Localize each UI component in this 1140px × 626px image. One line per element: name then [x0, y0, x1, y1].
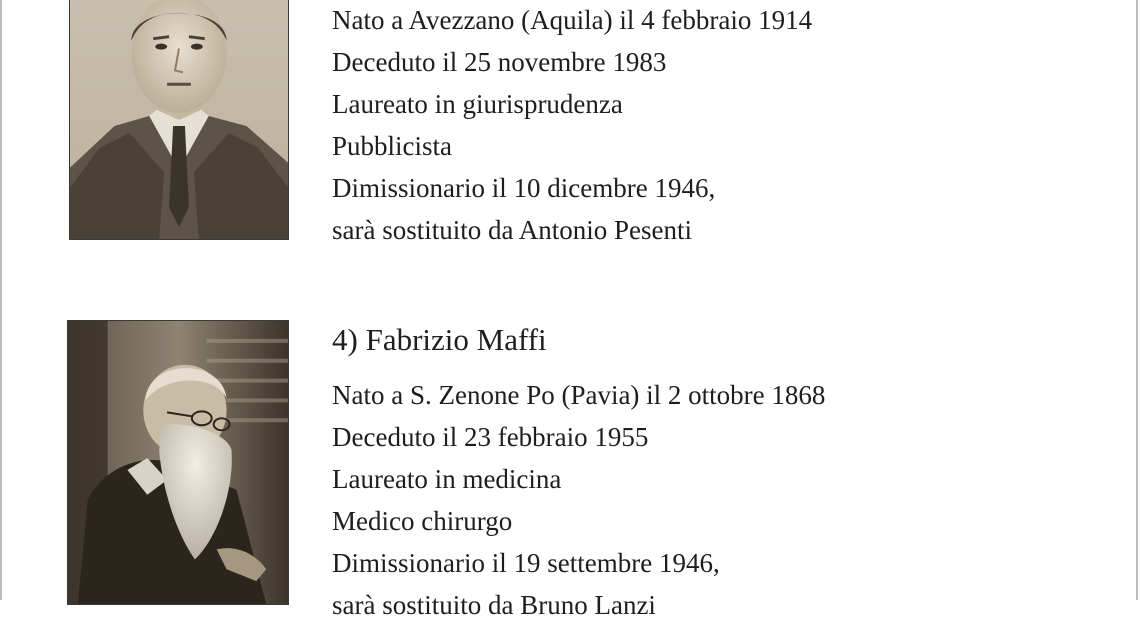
person-name-heading: 4) Fabrizio Maffi — [332, 322, 547, 357]
bio-line-replacement: sarà sostituito da Bruno Lanzi — [332, 590, 656, 620]
bio-block-2 — [332, 374, 825, 626]
bio-line-degree: Laureato in medicina — [332, 464, 562, 494]
page-border-left — [0, 0, 2, 600]
portrait-photo-2 — [67, 320, 289, 605]
bio-line-degree: Laureato in giurisprudenza — [332, 89, 623, 119]
bio-line-resignation: Dimissionario il 19 settembre 1946, — [332, 548, 720, 578]
bio-line-death: Deceduto il 25 novembre 1983 — [332, 47, 667, 77]
bio-line-death: Deceduto il 23 febbraio 1955 — [332, 422, 649, 452]
bio-line-birth: Nato a S. Zenone Po (Pavia) il 2 ottobre 1868 — [332, 380, 826, 410]
bio-line-profession: Medico chirurgo — [332, 506, 513, 536]
bio-block-1 — [332, 0, 812, 251]
page-border-right — [1136, 0, 1138, 600]
bio-line-profession: Pubblicista — [332, 131, 452, 161]
bio-line-replacement: sarà sostituito da Antonio Pesenti — [332, 215, 692, 245]
bio-line-resignation: Dimissionario il 10 dicembre 1946, — [332, 173, 716, 203]
bio-line-birth: Nato a Avezzano (Aquila) il 4 febbraio 1914 — [332, 5, 813, 35]
portrait-photo-1 — [69, 0, 289, 240]
